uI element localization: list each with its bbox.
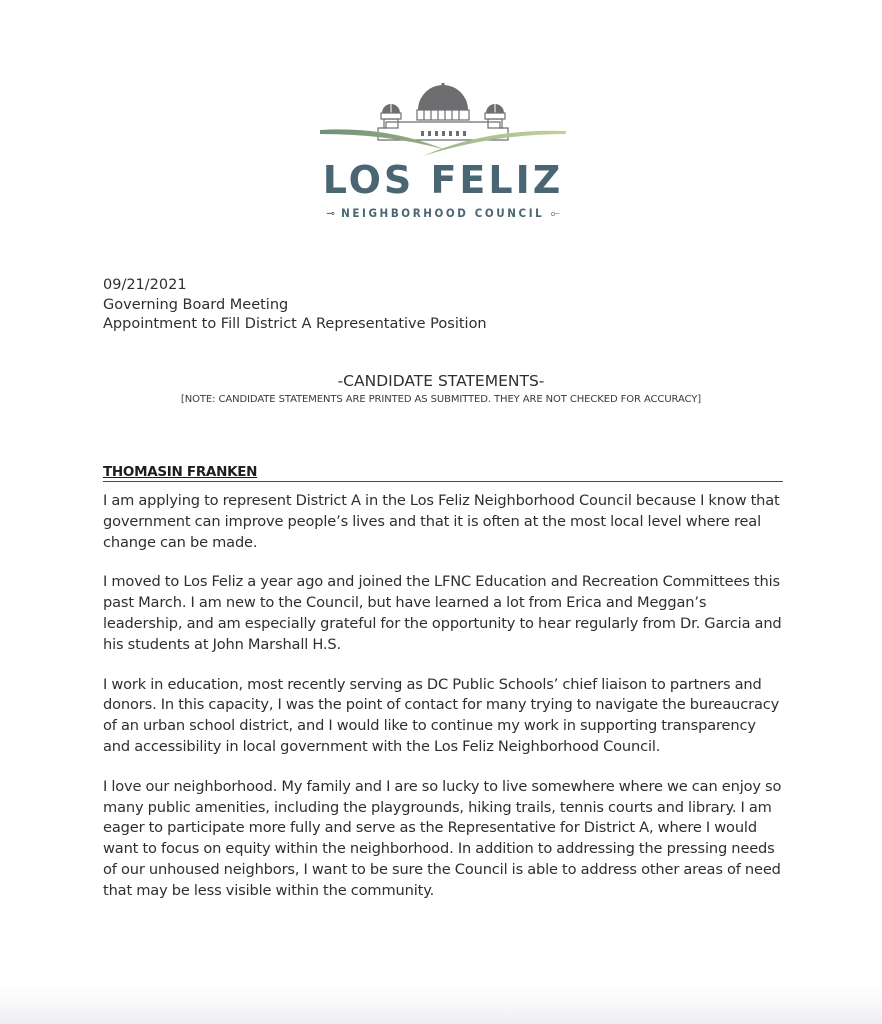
section-title: -CANDIDATE STATEMENTS- (337, 372, 545, 390)
logo-title: LOS FELIZ (322, 158, 564, 202)
candidate-statement (103, 464, 783, 921)
meeting-date: 09/21/2021 (103, 277, 187, 293)
observatory-icon (318, 82, 568, 162)
los-feliz-logo (318, 82, 568, 227)
candidate-name: THOMASIN FRANKEN (103, 464, 783, 482)
meeting-info (103, 276, 487, 335)
meeting-subject: Appointment to Fill District A Representative Position (103, 316, 487, 332)
logo-subtitle (318, 206, 568, 220)
statement-paragraph: I am applying to represent District A in the Los Feliz Neighborhood Council because I know that government can improve people’s lives and that it is often at the most local level where real change can be made. (103, 492, 780, 551)
meeting-name: Governing Board Meeting (103, 296, 289, 313)
statement-body (103, 491, 783, 902)
section-note: [NOTE: CANDIDATE STATEMENTS ARE PRINTED AS SUBMITTED. THEY ARE NOT CHECKED FOR ACCURACY] (180, 394, 702, 405)
logo-subtitle-text: NEIGHBORHOOD COUNCIL (341, 206, 545, 220)
flourish-left-icon: ⊸ (326, 206, 335, 220)
statement-paragraph: I work in education, most recently serving as DC Public Schools’ chief liaison to partners and donors. In this capacity, I was the point of contact for many trying to navigate the bureaucracy of an urban school district, and I would like to continue my work in supporting transparency and accessibility in local government with the Los Feliz Neighborhood Council. (103, 675, 780, 755)
flourish-right-icon: ⟜ (550, 206, 560, 220)
statement-paragraph: I love our neighborhood. My family and I are so lucky to live somewhere where we can enjoy so many public amenities, including the playgrounds, hiking trails, tennis courts and library. I am eager to participate more fully and serve as the Representative for District A, where I would want to focus on equity within the neighborhood. In addition to addressing the pressing needs of our unhoused neighbors, I want to be sure the Council is able to address other areas of need that may be less visible within the community. (103, 777, 782, 899)
statement-paragraph: I moved to Los Feliz a year ago and joined the LFNC Education and Recreation Committees this past March. I am new to the Council, but have learned a lot from Erica and Meggan’s leadership, and am especially grateful for the opportunity to hear regularly from Dr. Garcia and his students at John Marshall H.S. (103, 573, 782, 653)
